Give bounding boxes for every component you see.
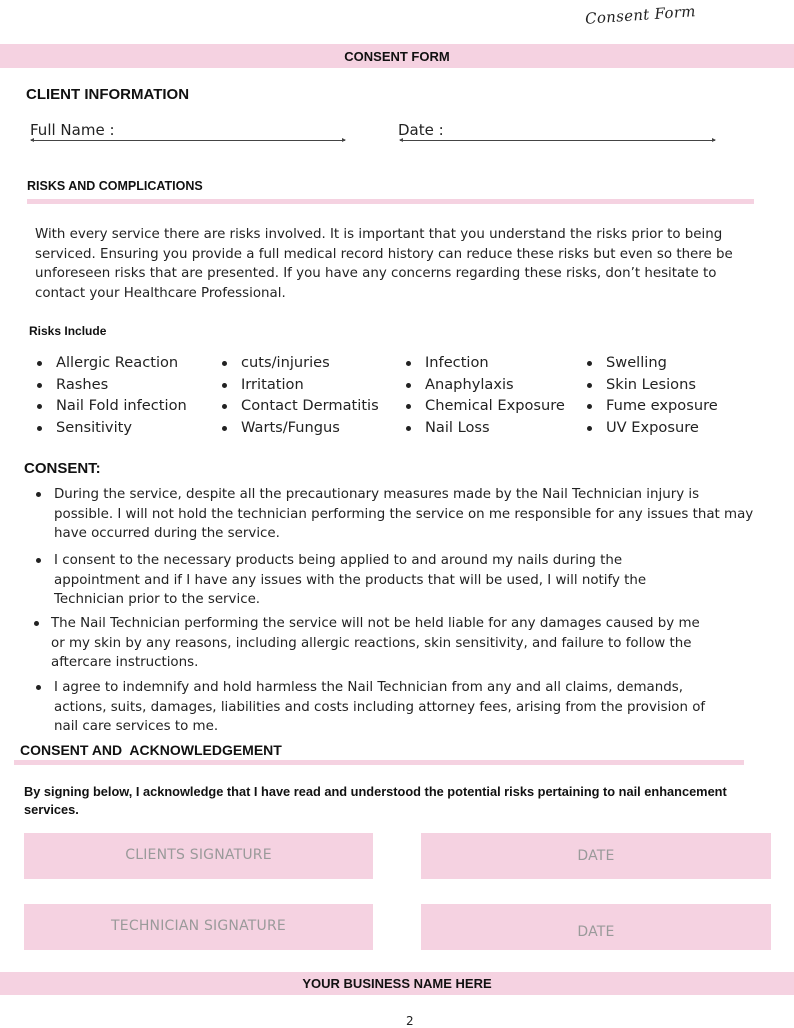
- technician-date-box[interactable]: [421, 904, 771, 950]
- client-date-label: DATE: [577, 848, 615, 864]
- risks-paragraph-line: serviced. Ensuring you provide a full medical record history can reduce these risks but even so there be: [35, 246, 733, 262]
- acknowledgement-line: services.: [24, 802, 79, 817]
- risk-item: cuts/injuries: [220, 352, 379, 374]
- consent-line: have occurred during the service.: [54, 526, 280, 541]
- bullet-icon: [36, 558, 41, 563]
- risk-item: Sensitivity: [35, 417, 187, 439]
- risks-include-heading: Risks Include: [29, 324, 107, 338]
- risk-list-col-2: [220, 352, 379, 438]
- consent-line: I consent to the necessary products being applied to and around my nails during the: [54, 553, 623, 568]
- risk-item: Anaphylaxis: [404, 374, 565, 396]
- consent-line: possible. I will not hold the technician performing the service on me responsible for any issues that may: [54, 506, 754, 522]
- full-name-field[interactable]: [31, 140, 345, 141]
- technician-signature-box[interactable]: [24, 904, 373, 950]
- date-label: Date :: [398, 121, 444, 139]
- client-signature-label: CLIENTS SIGNATURE: [125, 846, 272, 863]
- risk-list-col-4: [585, 352, 718, 438]
- risks-paragraph-line: unforeseen risks that are presented. If you have any concerns regarding these risks, don’t hesitate to: [35, 266, 717, 281]
- consent-line: nail care services to me.: [54, 719, 219, 734]
- risk-item: Infection: [404, 352, 565, 374]
- risk-list-col-3: [404, 352, 565, 438]
- risks-divider: [27, 199, 754, 204]
- risk-item: Nail Fold infection: [35, 395, 187, 417]
- script-logo: Consent Form: [584, 2, 697, 28]
- risk-item: Contact Dermatitis: [220, 395, 379, 417]
- consent-line: aftercare instructions.: [51, 655, 199, 670]
- risk-item: Swelling: [585, 352, 718, 374]
- risks-heading: RISKS AND COMPLICATIONS: [27, 179, 203, 193]
- full-name-label: Full Name :: [30, 121, 115, 139]
- header-title: CONSENT FORM: [344, 48, 450, 64]
- risk-item: Warts/Fungus: [220, 417, 379, 439]
- consent-item: [54, 678, 784, 737]
- risk-list-col-1: [35, 352, 187, 438]
- client-info-heading: CLIENT INFORMATION: [26, 86, 190, 103]
- consent-heading: CONSENT:: [24, 460, 101, 477]
- bullet-icon: [34, 621, 39, 626]
- consent-line: Technician prior to the service.: [54, 592, 261, 607]
- acknowledgement-line: By signing below, I acknowledge that I have read and understood the potential risks pertaining to nail enhancement: [24, 784, 727, 799]
- header-band: [0, 44, 794, 68]
- consent-item: [54, 485, 784, 544]
- risks-paragraph-line: contact your Healthcare Professional.: [35, 285, 286, 301]
- acknowledgement-divider: [14, 760, 744, 765]
- page-number: 2: [406, 1014, 414, 1028]
- technician-date-label: DATE: [577, 924, 615, 940]
- technician-signature-label: TECHNICIAN SIGNATURE: [111, 918, 286, 934]
- risk-item: Chemical Exposure: [404, 395, 565, 417]
- risks-paragraph-line: With every service there are risks involved. It is important that you understand the risks prior to being: [35, 227, 723, 242]
- business-name: YOUR BUSINESS NAME HERE: [302, 976, 492, 991]
- risk-item: Irritation: [220, 374, 379, 396]
- consent-item: [51, 614, 781, 673]
- risk-item: Allergic Reaction: [35, 352, 187, 374]
- risk-item: Nail Loss: [404, 417, 565, 439]
- client-signature-box[interactable]: [24, 833, 373, 879]
- risk-item: UV Exposure: [585, 417, 718, 439]
- consent-line: I agree to indemnify and hold harmless the Nail Technician from any and all claims, demands,: [54, 680, 683, 695]
- date-field[interactable]: [400, 140, 715, 141]
- client-date-box[interactable]: [421, 833, 771, 879]
- consent-line: or my skin by any reasons, including allergic reactions, skin sensitivity, and failure to follow the: [51, 635, 692, 651]
- risk-item: Rashes: [35, 374, 187, 396]
- acknowledgement-heading: CONSENT AND ACKNOWLEDGEMENT: [20, 742, 282, 758]
- bullet-icon: [36, 492, 41, 497]
- consent-line: appointment and if I have any issues with the products that will be used, I will notify the: [54, 572, 647, 588]
- consent-line: actions, suits, damages, liabilities and costs including attorney fees, arising from the provision of: [54, 699, 706, 715]
- consent-line: The Nail Technician performing the service will not be held liable for any damages caused by me: [51, 616, 700, 631]
- consent-item: [54, 551, 784, 610]
- acknowledgement-text: [24, 783, 784, 819]
- bullet-icon: [36, 685, 41, 690]
- risk-item: Skin Lesions: [585, 374, 718, 396]
- risk-item: Fume exposure: [585, 395, 718, 417]
- footer-band: [0, 972, 794, 995]
- risks-paragraph: [35, 225, 775, 303]
- consent-line: During the service, despite all the precautionary measures made by the Nail Technician injury is: [54, 487, 700, 502]
